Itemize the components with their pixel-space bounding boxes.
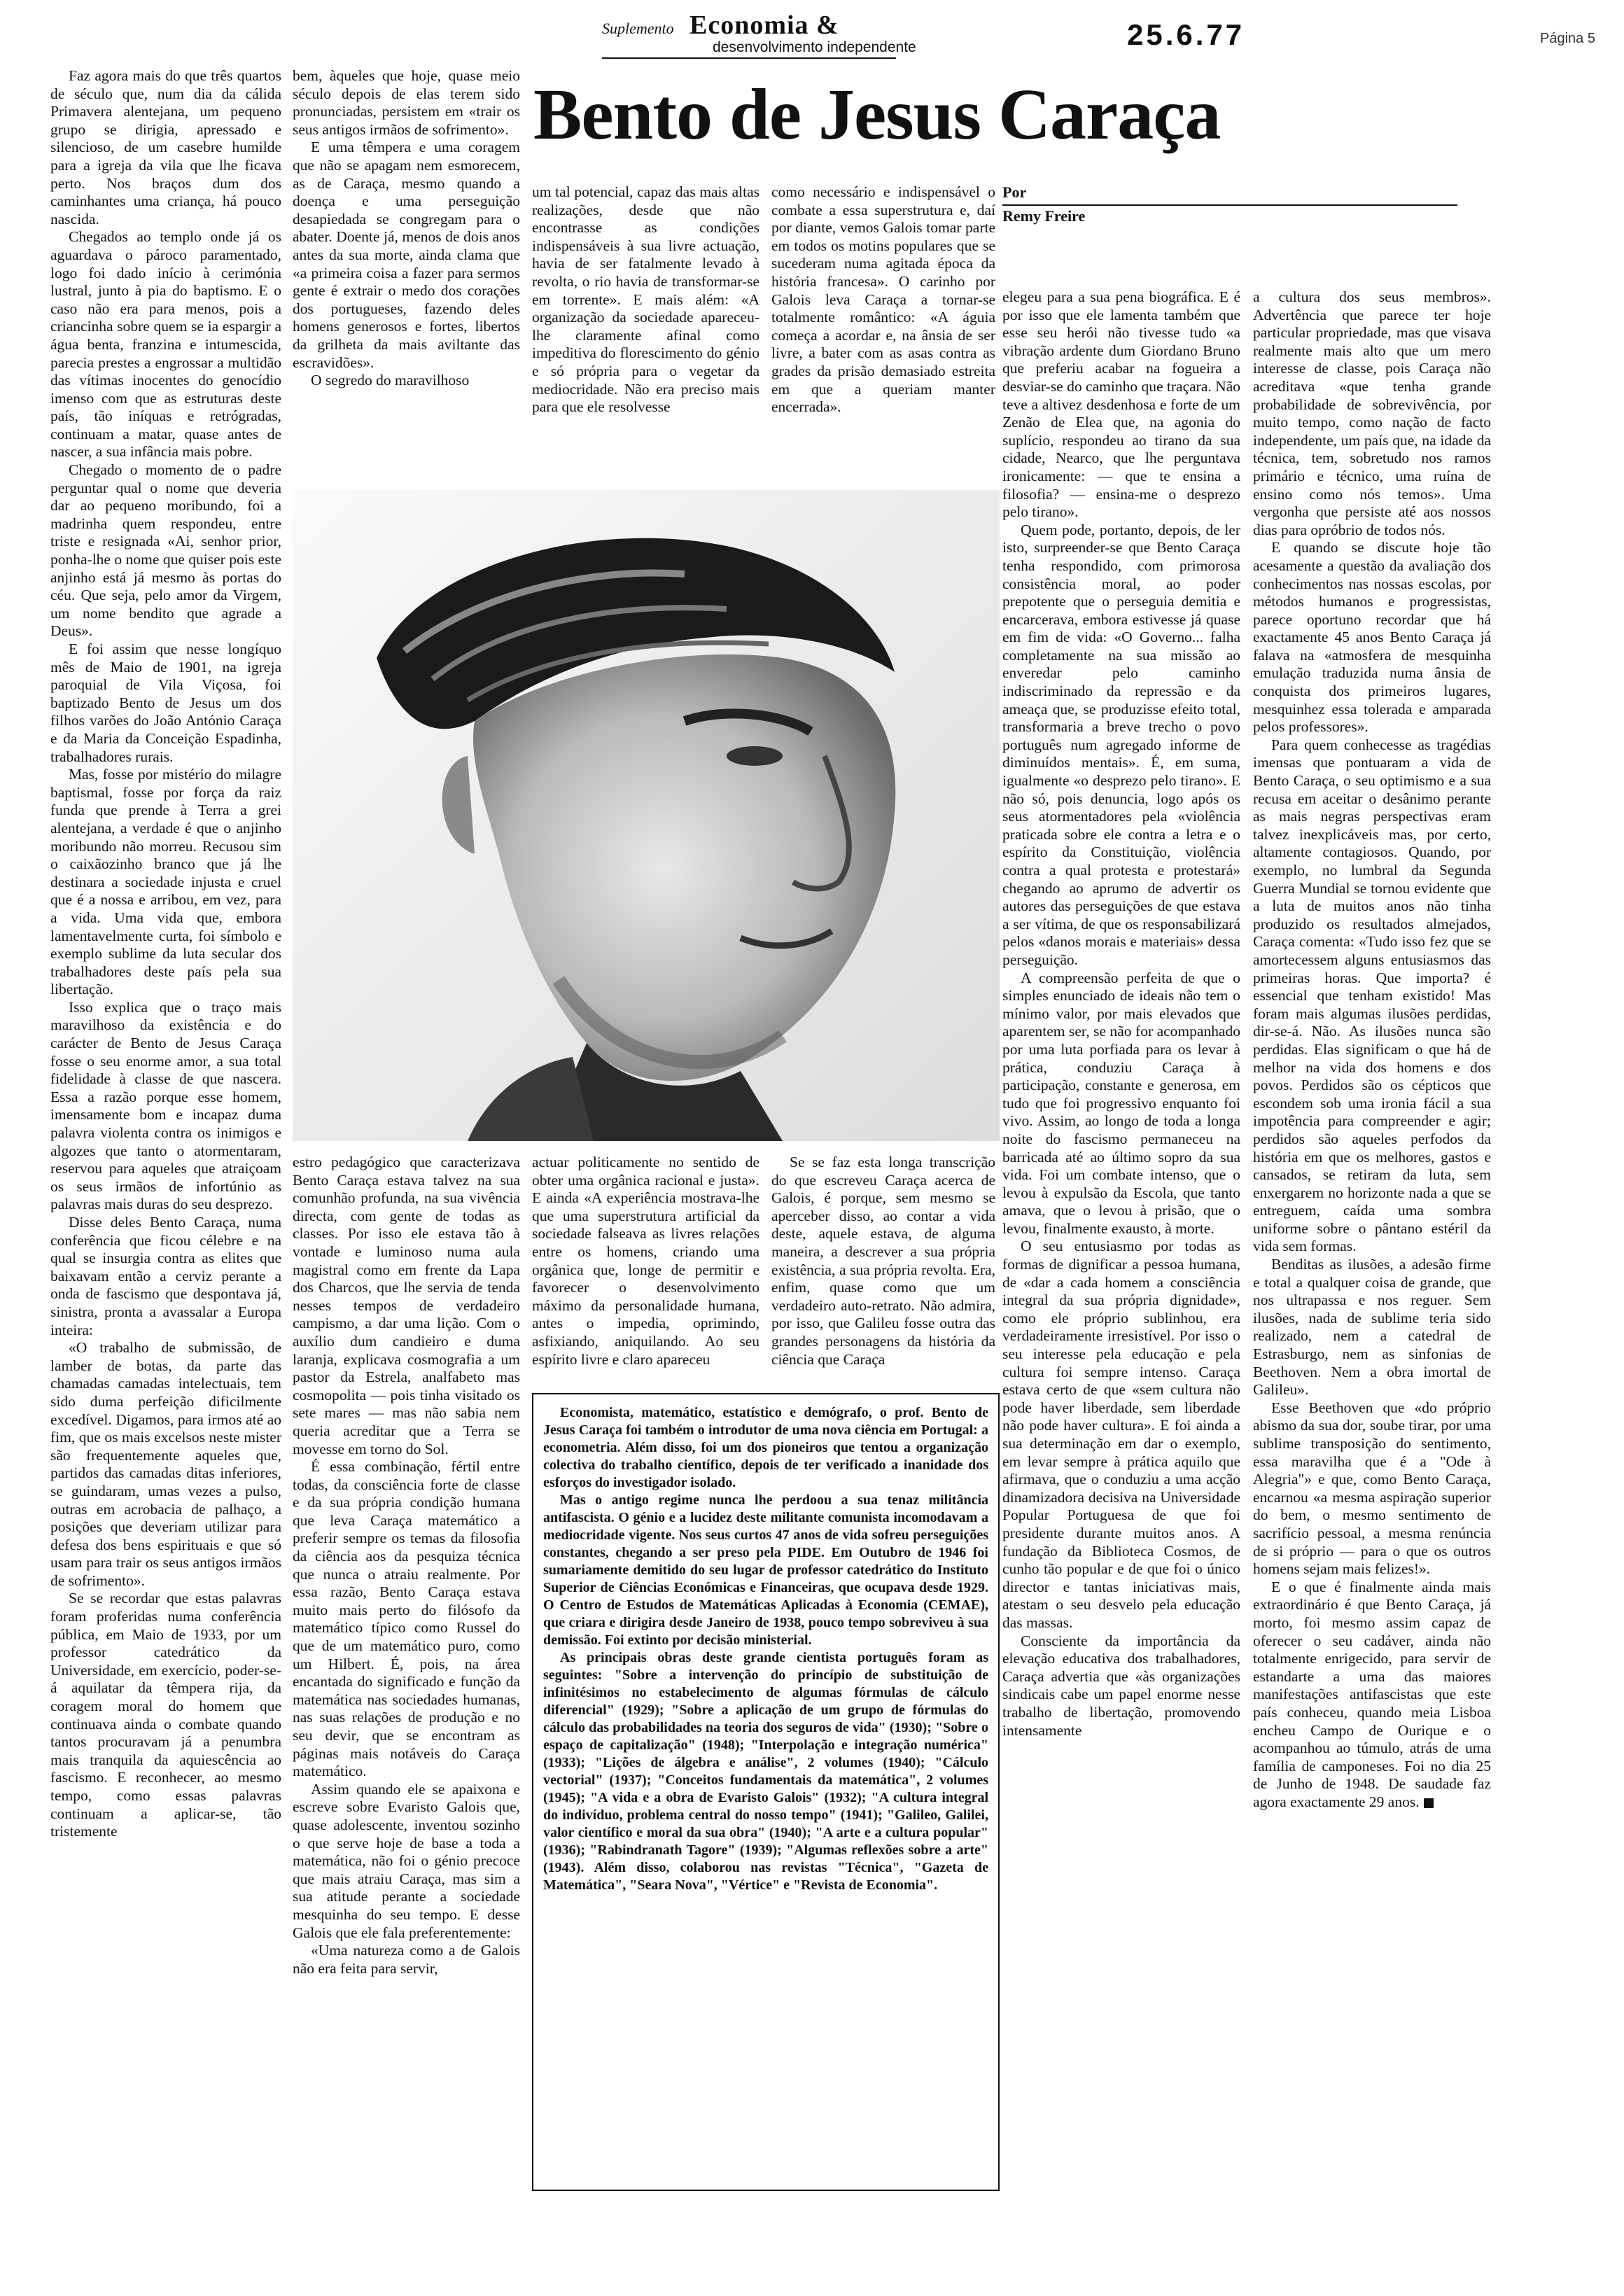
paragraph: As principais obras deste grande cientista português foram as seguintes: "Sobre a intervenção do princípio de substituição de infinitésimos no estabelecimento de algumas fórmulas de cálculo diferencial" (1929); "Sobre a aplicação de um grupo de fórmulas do cálculo das probabilidades na teoria dos seguros de vida" (1930); "Sobre o espaço de capitalização" (1948); "Interpolação e integração numérica" (1933); "Lições de álgebra e análise", 2 volumes (1940); "Cálculo vectorial" (1937); "Conceitos fundamentais da matemática", 2 volumes (1945); "A vida e a obra de Evaristo Galois" (1932); "A cultura integral do indivíduo, problema central do nosso tempo" (1941); "Galileo, Galilei, valor científico e moral da sua obra" (1940); "A arte e a cultura popular" (1936); "Rabindranath Tagore" (1939); "Algumas reflexões sobre a arte" (1943). Além disso, colaborou nas revistas "Técnica", "Gazeta de Matemática", "Seara Nova", "Vértice" e "Revista de Economia".	[543, 1650, 988, 1893]
byline-label: Por	[1002, 183, 1027, 201]
byline	[1002, 183, 1562, 225]
article-column-3-top	[532, 183, 760, 484]
paragraph: «O trabalho de submissão, de lamber de botas, da parte das chamadas camadas intelectuais, tem sido duma perfeição dificilmente excedível. Digamos, para irmos até ao fim, que os mais excelsos neste mister são frequentemente aqueles que, partidos das camadas ditas inferiores, se guindaram, umas vezes a pulso, outras em acrobacia de palhaço, a posições que deveriam utilizar para defesa dos bens espirituais e que só usam para trair os seus antigos irmãos de sofrimento».	[50, 1339, 281, 1589]
page-number: Página 5	[1540, 31, 1595, 46]
article-column-2-top	[293, 67, 520, 466]
byline-rule	[1002, 204, 1457, 206]
paragraph: a cultura dos seus membros». Advertência que parece ter hoje particular propriedade, mas que visava realmente mais alto que um mero interesse de classe, pois Caraça não acreditava «que tenha grande probabilidade de sobrevivência, por muito tempo, como nação de facto independente, um país que, na idade da técnica, tem, sobretudo nos ramos primário e técnico, uma ruína de ensino como nós temos». Uma vergonha que persiste até aos nossos dias para opróbrio de todos nós.	[1253, 288, 1491, 538]
paragraph: E foi assim que nesse longíquo mês de Maio de 1901, na igreja paroquial de Vila Viçosa, foi baptizado Bento de Jesus um dos filhos varões do João António Caraça e da Maria da Conceição Espadinha, trabalhadores rurais.	[50, 640, 281, 765]
masthead-brand: Economia &	[690, 10, 839, 40]
paragraph: E uma têmpera e uma coragem que não se apagam nem esmorecem, as de Caraça, mesmo quando a doença e uma perseguição desapiedada se congregam para o abater. Doente já, menos de dois anos antes da sua morte, ainda clama que «a primeira coisa a fazer para sermos gente é extrair o medo dos corações dos portugueses, fazendo deles homens generosos e fortes, libertos da grilheta da mais aviltante das escravidões».	[293, 139, 520, 371]
paragraph-text: E o que é finalmente ainda mais extraordinário é que Bento Caraça, já morto, foi mesmo assim capaz de oferecer o seu cadáver, ainda não totalmente enrigecido, para servir de estandarte a uma das maiores manifestações antifascistas que este país conheceu, quando meia Lisboa encheu Campo de Ourique e o acompanhou ao túmulo, atrás de uma família de camponeses. Foi no dia 25 de Junho de 1948. De saudade faz agora exactamente 29 anos.	[1253, 1578, 1491, 1810]
paragraph: Mas o antigo regime nunca lhe perdoou a sua tenaz militância antifascista. O génio e a lucidez deste militante comunista incomodavam a mediocridade vigente. Nos seus curtos 47 anos de vida sofreu perseguições constantes, chegando a ser preso pela PIDE. Em Outubro de 1946 foi sumariamente demitido do seu lugar de professor catedrático do Instituto Superior de Ciências Económicas e Financeiras, que ocupava desde 1929. O Centro de Estudos de Matemáticas Aplicadas à Economia (CEMAE), que criara e dirigira desde Janeiro de 1938, pouco tempo sobreviveu à sua demissão. Foi extinto por decisão ministerial.	[543, 1492, 988, 1648]
article-column-5	[1002, 288, 1240, 2220]
paragraph: Se se recordar que estas palavras foram proferidas numa conferência pública, em Maio de 1933, por um professor catedrático da Universidade, em exercício, poder-se-á aquilatar da têmpera rija, da coragem moral do homem que continuava ainda o combate quando tantos procuravam já a penumbra mais tranquila da aquiescência ao fascismo. E reconhecer, ao mesmo tempo, como essas palavras continuam a aplicar-se, tão tristemente	[50, 1590, 281, 1840]
article-column-4-top	[771, 183, 995, 484]
biography-box	[532, 1393, 1000, 2191]
paragraph: elegeu para a sua pena biográfica. E é por isso que ele lamenta também que esse seu herói não tivesse tudo «a vibração ardente dum Giordano Bruno que preferiu acabar na fogueira a desviar-se do caminho que traçara. Não teve a altivez desdenhosa e forte de um Zenão de Elea que, na agonia do suplício, respondeu ao tirano da sua cidade, Nearco, que lhe perguntava ironicamente: — que te ensina a filosofia? — ensina-me o desprezo pelo tirano».	[1002, 288, 1240, 521]
article-column-2-bottom	[293, 1154, 520, 2148]
article-title: Bento de Jesus Caraça	[533, 74, 1221, 155]
paragraph: «Uma natureza como a de Galois não era feita para servir,	[293, 1942, 520, 1977]
portrait-photo	[293, 490, 1000, 1141]
paragraph: Isso explica que o traço mais maravilhoso da existência e do carácter de Bento de Jesus Caraça fosse o seu enorme amor, a sua total fidelidade à classe de que nascera. Essa a razão porque esse homem, imensamente bom e incapaz duma palavra violenta contra os inimigos e algozes que tanto o atormentaram, reservou para aqueles que atraiçoam os seus irmãos de infortúnio as palavras mais duras do seu desprezo.	[50, 998, 281, 1213]
article-column-6	[1253, 288, 1491, 2220]
portrait-illustration	[293, 490, 1000, 1141]
article-column-3-bottom	[532, 1154, 760, 1378]
end-mark-icon	[1424, 1798, 1434, 1808]
paragraph: E quando se discute hoje tão acesamente a questão da avaliação dos conhecimentos nas nossas escolas, por métodos humanos e progressistas, parece oportuno recordar que há exactamente 45 anos Bento Caraça já falava na «atmosfera de mesquinha emulação traduzida numa ânsia de conquista dos primeiros lugares, mesquinhez essa tolerada e amparada pelos professores».	[1253, 539, 1491, 736]
paragraph: como necessário e indispensável o combate a essa superstrutura e, daí por diante, vemos Galois tomar parte em todos os motins populares que se sucederam numa agitada época da história francesa». O carinho por Galois leva Caraça a tornar-se totalmente romântico: «A águia começa a acordar e, na ânsia de ser livre, a bater com as asas contra as grades da prisão demasiado estreita em que a queriam manter encerrada».	[771, 183, 995, 416]
paragraph: Consciente da importância da elevação educativa dos trabalhadores, Caraça advertia que «às organizações sindicais cabe um papel enorme nesse trabalho de libertação, promovendo intensamente	[1002, 1632, 1240, 1739]
article-column-4-bottom	[771, 1154, 995, 1378]
paragraph: O seu entusiasmo por todas as formas de dignificar a pessoa humana, de «dar a cada homem a consciência integral da sua própria dignidade», como ele próprio sublinhou, era verdadeiramente irresistível. Por isso o seu interesse pela educação e pela cultura foi sempre intenso. Caraça estava certo de que «sem cultura não pode haver liberdade, sem liberdade não pode haver cultura». E foi ainda a sua determinação em dar o exemplo, em levar sempre à prática aquilo que afirmava, que o conduziu a uma acção dinamizadora decisiva na Universidade Popular Portuguesa de que foi presidente durante muitos anos. A fundação da Biblioteca Cosmos, de cunho tão popular e de que foi o único director e tantas iniciativas mais, atestam o seu desvelo pela educação das massas.	[1002, 1238, 1240, 1631]
paragraph: Assim quando ele se apaixona e escreve sobre Evaristo Galois que, quase adolescente, inventou sozinho o que serve hoje de base a toda a matemática, não foi o génio precoce que mais atraiu Caraça, mas sim a sua atitude perante a sociedade mesquinha do seu tempo. E desse Galois que ele fala preferentemente:	[293, 1780, 520, 1941]
handwritten-date: 25.6.77	[1127, 18, 1245, 51]
paragraph: O segredo do maravilhoso	[311, 372, 470, 389]
paragraph: estro pedagógico que caracterizava Bento Caraça estava talvez na sua comunhão profunda, na sua vivência directa, com gente de todas as classes. Por isso ele estava tão à vontade e luminoso numa aula magistral como em frente da Lapa dos Charcos, que lhe servia de tenda nesses tempos de verdadeiro campismo, a dar uma lição. Com o auxílio dum candieiro e duma laranja, explicava cosmografia a um pastor da Estrela, analfabeto mas cosmopolita — pois tinha visitado os sete mares — mas não sabia nem queria acreditar que a Terra se movesse em torno do Sol.	[293, 1154, 520, 1457]
paragraph: Chegados ao templo onde já os aguardava o pároco paramentado, logo foi dado início à cerimónia lustral, junto à pia do baptismo. E o caso não era para menos, pois a criancinha sobre quem se ia espargir a água benta, franzina e intumescida, parecia prestes a engrossar a multidão das vítimas inocentes do genocídio imenso com que as estruturas deste país, tão iníquas e retrógradas, continuam a matar, quase antes de nascer, a sua infância mais pobre.	[50, 228, 281, 461]
paragraph: um tal potencial, capaz das mais altas realizações, desde que não encontrasse as condições indispensáveis à sua livre actuação, havia de ser fatalmente levado à revolta, o rio havia de transformar-se em torrente». E mais além: «A organização da sociedade apareceu-lhe claramente afinal como impeditiva do florescimento do génio e só própria para o vegetar da mediocridade. Não era preciso mais para que ele resolvesse	[532, 183, 760, 416]
paragraph: Para quem conhecesse as tragédias imensas que pontuaram a vida de Bento Caraça, o seu optimismo e a sua recusa em aceitar o desânimo perante as mais negras perspectivas eram talvez inexplicáveis mas, por certo, altamente contagiosos. Quando, por exemplo, no lumbral da Segunda Guerra Mundial se tornou evidente que a luta de muitos anos não tinha produzido os resultados almejados, Caraça comenta: «Tudo isso fez que se amortecessem alguns entusiasmos das primeiras horas. Que importa? é essencial que tenham existido! Mas foram mais algumas ilusões perdidas, dir-se-á. Não. As ilusões nunca são perdidas. Elas significam o que há de melhor na vida dos homens e dos povos. Perdidos são os cépticos que escondem sob uma ironia fácil a sua impotência para compreender e agir; perdidos são aqueles perfodos da história em que os melhores, gastos e cansados, se retiram da luta, sem enxergarem no horizonte nada a que se entreguem, caída uma sombra uniforme sobre o pântano estéril da vida sem formas.	[1253, 736, 1491, 1255]
paragraph: bem, àqueles que hoje, quase meio século depois de elas terem sido pronunciadas, persistem em «trair os seus antigos irmãos de sofrimento».	[293, 67, 520, 138]
paragraph: Quem pode, portanto, depois, de ler isto, surpreender-se que Bento Caraça tenha respondido, com primorosa consistência moral, ao poder prepotente que o perseguia demitia e encarcerava, embora estivesse já quase em fim de vida: «O Governo... falha completamente na sua missão ao enveredar pelo caminho indiscriminado da repressão e da ameaça que, se produzisse efeito total, transformaria a breve trecho o povo português num agregado informe de diminuídos mentais». É, em suma, igualmente «o desprezo pelo tirano». E não só, pois denuncia, logo após os seus atormentadores pela «violência praticada sobre ele contra a letra e o espírito da Constituição, violência contra a qual protesta e protestará» chegando ao aprumo de advertir os autores das perseguições de que estava a ser vítima, de que os responsabilizará pelos «danos morais e materiais» dessa perseguição.	[1002, 521, 1240, 968]
masthead-subtitle: desenvolvimento independente	[713, 39, 916, 55]
paragraph: actuar politicamente no sentido de obter uma orgânica racional e justa». E ainda «A experiência mostrava-lhe que uma superstrutura artificial da sociedade falseava as livres relações entre os homens, criando uma orgânica que, longe de permitir e favorecer o desenvolvimento máximo da personalidade humana, antes o impedia, oprimindo, asfixiando, aniquilando. Ao seu espírito livre e claro apareceu	[532, 1154, 760, 1368]
paragraph: É essa combinação, fértil entre todas, da consciência forte de classe e da sua própria condição humana que leva Caraça matemático a preferir sempre os temas da filosofia da ciência aos da pesquiza técnica que nunca o atraiu realmente. Por essa razão, Bento Caraça estava muito mais perto do filósofo da matemático típico como Russel do que de um matemático puro, como um Hilbert. É, pois, na área encantada do significado e função da matemática nas sociedades humanas, nas suas relações de produção e no seu devir, que se encontram as páginas mais notáveis do Caraça matemático.	[293, 1458, 520, 1780]
paragraph: Esse Beethoven que «do próprio abismo da sua dor, soube tirar, por uma sublime transposição do sentimento, essa maravilha que é a "Ode à Alegria"» e que, como Bento Caraça, encarnou «a mesma aspiração superior do bem, o mesmo sentimento de sacrifício pessoal, a mesma renúncia de si próprio — para o que os outros homens sejam mais felizes!».	[1253, 1399, 1491, 1578]
paragraph: Chegado o momento de o padre perguntar qual o nome que deveria dar ao pequeno moribundo, foi a madrinha quem respondeu, entre triste e resignada «Ai, senhor prior, ponha-lhe o nome que quiser pois este anjinho está já mesmo às portas do céu. Que seja, pelo amor da Virgem, um nome bendito que agrade a Deus».	[50, 461, 281, 640]
paragraph	[1253, 1578, 1491, 1812]
masthead-rule	[602, 57, 896, 59]
paragraph: Economista, matemático, estatístico e demógrafo, o prof. Bento de Jesus Caraça foi também o introdutor de uma nova ciência em Portugal: a econometria. Além disso, foi um dos pioneiros que tentou a organização colectiva do trabalho científico, depois de ter verificado a inanidade dos esforços do investigador isolado.	[543, 1405, 988, 1490]
byline-author: Remy Freire	[1002, 207, 1086, 225]
paragraph: Se se faz esta longa transcrição do que escreveu Caraça acerca de Galois, é porque, sem mesmo se aperceber disso, ao contar a vida deste, aquele estava, de alguma maneira, a descrever a sua própria existência, a sua própria revolta. Era, enfim, quase como que um verdadeiro auto-retrato. Não admira, por isso, que Galileu fosse outra das grandes personagens da história da ciência que Caraça	[771, 1154, 995, 1368]
paragraph: A compreensão perfeita de que o simples enunciado de ideais não tem o mínimo valor, por mais elevados que aparentem ser, se não for acompanhado por uma luta porfiada para os levar à prática, conduziu Caraça à participação, constante e generosa, em tudo que foi progressivo enquanto foi vivo. Assim, ao longo de toda a longa noite do fascismo permaneceu na barricada até ao último sopro da sua vida. Foi um combate intenso, que o levou à expulsão da Escola, que tanto amava, que o levou à prisão, que o levou, finalmente exausto, à morte.	[1002, 969, 1240, 1237]
paragraph: Benditas as ilusões, a adesão firme e total a qualquer coisa de grande, que nos ultrapassa e nos reguer. Sem ilusões, nada de sublime teria sido realizado, nem a catedral de Estrasburgo, nem as sinfonias de Beethoven. Nem a obra imortal de Galileu».	[1253, 1256, 1491, 1399]
masthead	[602, 10, 952, 57]
paragraph: Faz agora mais do que três quartos de século que, num dia da cálida Primavera alentejana, um pequeno grupo se dirigia, apressado e silencioso, de um casebre humilde para a igreja da vila que lhe ficava perto. Nos braços dum dos caminhantes uma criança, há pouco nascida.	[50, 67, 281, 227]
biography-text	[543, 1404, 988, 1894]
paragraph: Disse deles Bento Caraça, numa conferência que ficou célebre e na qual se insurgia contra as elites que baixavam então a cerviz perante a onda de fascismo que despontava já, sinistra, pronta a avassalar a Europa inteira:	[50, 1214, 281, 1338]
masthead-supplement: Suplemento	[602, 20, 674, 37]
paragraph: Mas, fosse por mistério do milagre baptismal, fosse por força da raiz funda que prende à Terra a grei alentejana, a verdade é que o anjinho moribundo não morreu. Recusou sim o caixãozinho branco que já lhe destinara a sociedade injusta e cruel que é a nossa e arribou, em vez, para a vida. Uma vida que, embora lamentavelmente curta, foi símbolo e exemplo sublime da luta secular dos trabalhadores deste país pela sua libertação.	[50, 766, 281, 998]
article-column-1	[50, 67, 281, 2237]
